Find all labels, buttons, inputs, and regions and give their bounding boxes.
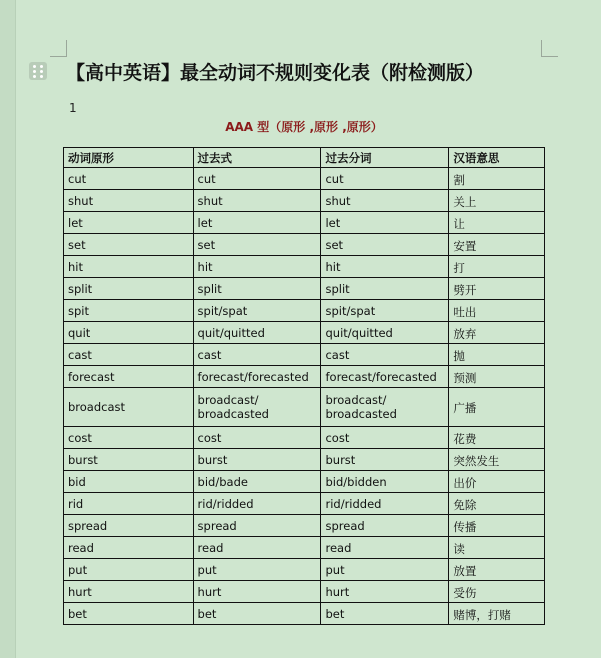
past-participle-cell: shut xyxy=(321,190,449,212)
past-tense-cell: bet xyxy=(193,603,321,625)
past-participle-cell: burst xyxy=(321,449,449,471)
past-participle-cell: quit/quitted xyxy=(321,322,449,344)
table-row xyxy=(64,515,545,537)
past-tense-cell: set xyxy=(193,234,321,256)
past-participle-cell: hit xyxy=(321,256,449,278)
past-tense-cell: let xyxy=(193,212,321,234)
past-tense-cell: spread xyxy=(193,515,321,537)
chinese-meaning-cell: 割 xyxy=(449,168,545,190)
past-tense-cell: broadcast/ broadcasted xyxy=(193,388,321,427)
irregular-verbs-table xyxy=(63,147,545,625)
table-row xyxy=(64,581,545,603)
table-row xyxy=(64,603,545,625)
base-form-cell: hurt xyxy=(64,581,194,603)
header-past-tense: 过去式 xyxy=(193,148,321,168)
past-tense-cell: rid/ridded xyxy=(193,493,321,515)
past-participle-cell: split xyxy=(321,278,449,300)
table-row xyxy=(64,190,545,212)
base-form-cell: rid xyxy=(64,493,194,515)
past-participle-cell: rid/ridded xyxy=(321,493,449,515)
chinese-meaning-cell: 广播 xyxy=(449,388,545,427)
past-participle-cell: read xyxy=(321,537,449,559)
past-tense-cell: cost xyxy=(193,427,321,449)
base-form-cell: spit xyxy=(64,300,194,322)
chinese-meaning-cell: 关上 xyxy=(449,190,545,212)
past-tense-cell: spit/spat xyxy=(193,300,321,322)
base-form-cell: shut xyxy=(64,190,194,212)
past-participle-cell: let xyxy=(321,212,449,234)
table-row xyxy=(64,366,545,388)
chinese-meaning-cell: 出价 xyxy=(449,471,545,493)
table-row xyxy=(64,234,545,256)
base-form-cell: bet xyxy=(64,603,194,625)
chinese-meaning-cell: 预测 xyxy=(449,366,545,388)
base-form-cell: cut xyxy=(64,168,194,190)
chinese-meaning-cell: 受伤 xyxy=(449,581,545,603)
chinese-meaning-cell: 读 xyxy=(449,537,545,559)
chinese-meaning-cell: 传播 xyxy=(449,515,545,537)
past-tense-cell: hurt xyxy=(193,581,321,603)
base-form-cell: forecast xyxy=(64,366,194,388)
past-tense-cell: forecast/forecasted xyxy=(193,366,321,388)
past-participle-cell: spit/spat xyxy=(321,300,449,322)
chinese-meaning-cell: 赌博，打赌 xyxy=(449,603,545,625)
table-row xyxy=(64,168,545,190)
page-corner-mark-left xyxy=(50,40,67,57)
table-row xyxy=(64,449,545,471)
table-row xyxy=(64,322,545,344)
past-participle-cell: cast xyxy=(321,344,449,366)
base-form-cell: cast xyxy=(64,344,194,366)
table-row xyxy=(64,559,545,581)
past-tense-cell: read xyxy=(193,537,321,559)
chinese-meaning-cell: 打 xyxy=(449,256,545,278)
past-participle-cell: spread xyxy=(321,515,449,537)
past-tense-cell: split xyxy=(193,278,321,300)
table-row xyxy=(64,212,545,234)
base-form-cell: set xyxy=(64,234,194,256)
past-participle-cell: cost xyxy=(321,427,449,449)
past-participle-cell: put xyxy=(321,559,449,581)
chinese-meaning-cell: 劈开 xyxy=(449,278,545,300)
chinese-meaning-cell: 抛 xyxy=(449,344,545,366)
table-row xyxy=(64,344,545,366)
chinese-meaning-cell: 突然发生 xyxy=(449,449,545,471)
past-tense-cell: cast xyxy=(193,344,321,366)
table-row xyxy=(64,493,545,515)
table-row xyxy=(64,388,545,427)
table-row xyxy=(64,471,545,493)
base-form-cell: put xyxy=(64,559,194,581)
base-form-cell: burst xyxy=(64,449,194,471)
section-subtitle: AAA 型（原形 ,原形 ,原形） xyxy=(225,120,383,134)
table-row xyxy=(64,278,545,300)
document-title: 【高中英语】最全动词不规则变化表（附检测版） xyxy=(66,62,485,84)
past-tense-cell: hit xyxy=(193,256,321,278)
chinese-meaning-cell: 花费 xyxy=(449,427,545,449)
base-form-cell: bid xyxy=(64,471,194,493)
header-base-form: 动词原形 xyxy=(64,148,194,168)
table-row xyxy=(64,537,545,559)
chinese-meaning-cell: 吐出 xyxy=(449,300,545,322)
base-form-cell: spread xyxy=(64,515,194,537)
past-participle-cell: hurt xyxy=(321,581,449,603)
table-row xyxy=(64,256,545,278)
block-drag-handle-icon[interactable] xyxy=(29,62,47,80)
past-participle-cell: forecast/forecasted xyxy=(321,366,449,388)
past-participle-cell: bet xyxy=(321,603,449,625)
chinese-meaning-cell: 放弃 xyxy=(449,322,545,344)
table-row xyxy=(64,427,545,449)
chinese-meaning-cell: 免除 xyxy=(449,493,545,515)
past-participle-cell: broadcast/ broadcasted xyxy=(321,388,449,427)
page-corner-mark-right xyxy=(541,40,558,57)
base-form-cell: quit xyxy=(64,322,194,344)
past-tense-cell: cut xyxy=(193,168,321,190)
past-tense-cell: quit/quitted xyxy=(193,322,321,344)
base-form-cell: cost xyxy=(64,427,194,449)
past-participle-cell: bid/bidden xyxy=(321,471,449,493)
left-gutter xyxy=(0,0,16,658)
past-participle-cell: cut xyxy=(321,168,449,190)
table-header-row xyxy=(64,148,545,168)
chinese-meaning-cell: 让 xyxy=(449,212,545,234)
base-form-cell: read xyxy=(64,537,194,559)
base-form-cell: broadcast xyxy=(64,388,194,427)
past-tense-cell: put xyxy=(193,559,321,581)
past-participle-cell: set xyxy=(321,234,449,256)
table-row xyxy=(64,300,545,322)
past-tense-cell: bid/bade xyxy=(193,471,321,493)
base-form-cell: hit xyxy=(64,256,194,278)
base-form-cell: let xyxy=(64,212,194,234)
chinese-meaning-cell: 安置 xyxy=(449,234,545,256)
page-number: 1 xyxy=(69,101,77,115)
header-past-participle: 过去分词 xyxy=(321,148,449,168)
past-tense-cell: shut xyxy=(193,190,321,212)
header-chinese-meaning: 汉语意思 xyxy=(449,148,545,168)
past-tense-cell: burst xyxy=(193,449,321,471)
base-form-cell: split xyxy=(64,278,194,300)
chinese-meaning-cell: 放置 xyxy=(449,559,545,581)
